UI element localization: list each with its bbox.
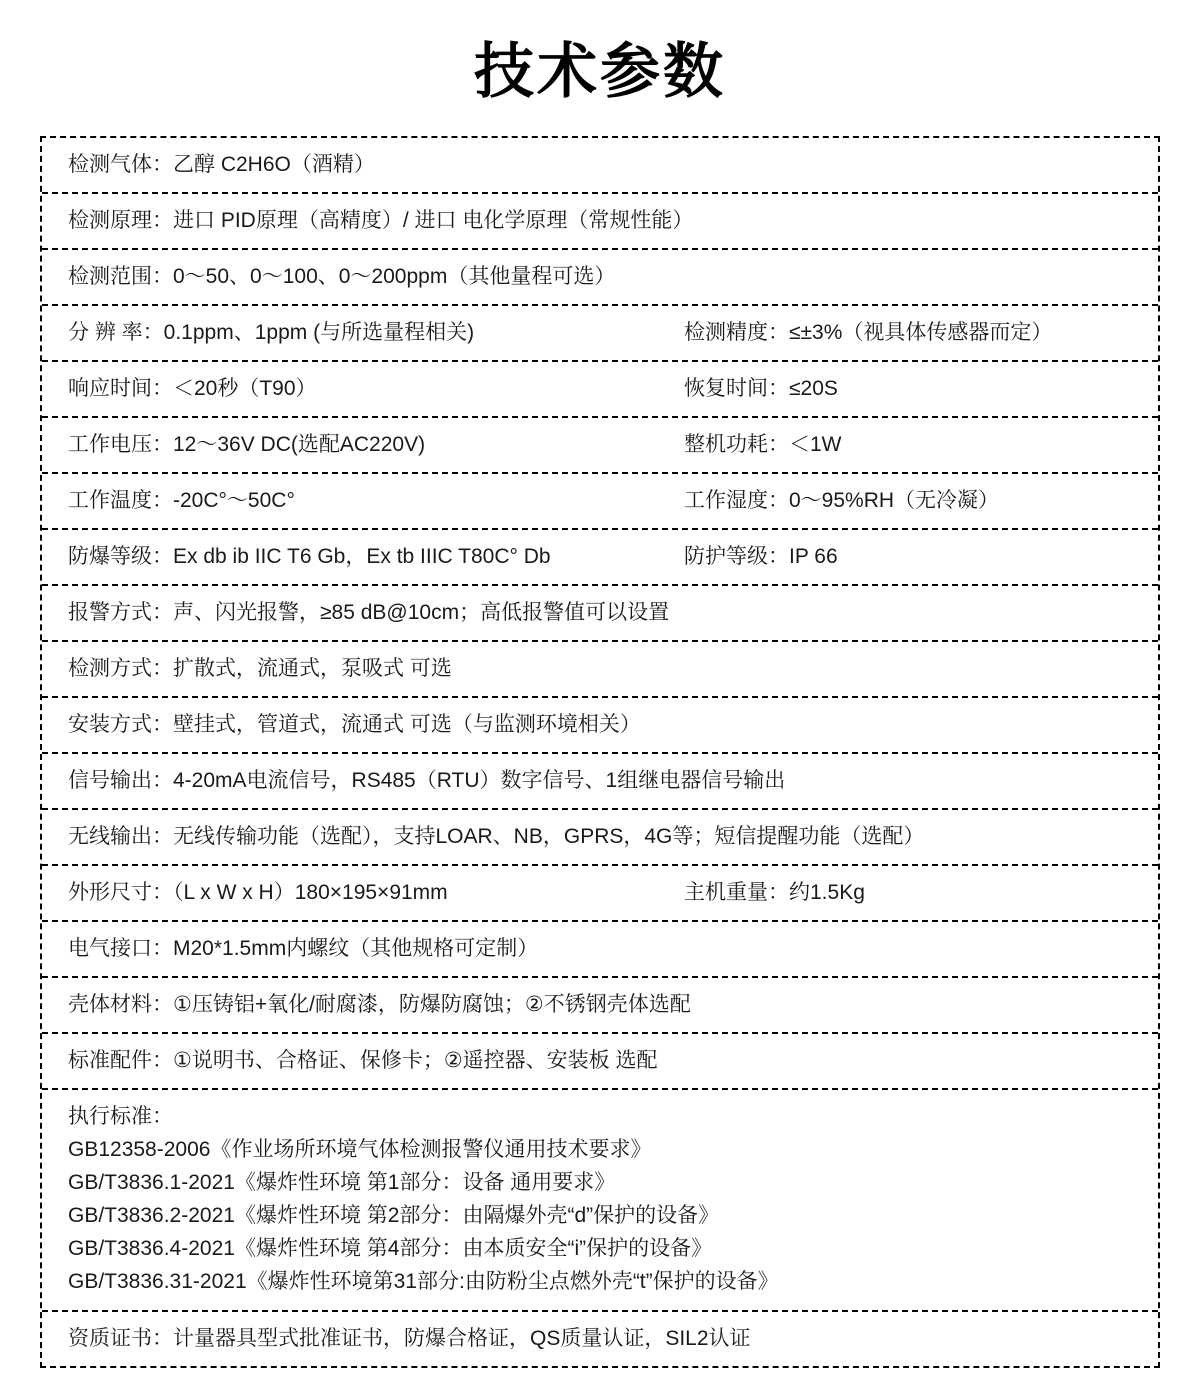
row-standards	[42, 1090, 1158, 1312]
row-accessories	[42, 1034, 1158, 1090]
row-temperature-humidity	[42, 474, 1158, 530]
spec-cell: 检测精度：≤±3%（视具体传感器而定）	[684, 321, 1053, 344]
row-response-recovery	[42, 362, 1158, 418]
spec-cell: 工作温度：-20C°～50C°	[68, 489, 295, 512]
spec-table	[40, 136, 1160, 1368]
spec-cell: 外形尺寸：（L x W x H）180×195×91mm	[68, 881, 448, 904]
row-certificates	[42, 1312, 1158, 1366]
spec-cell: 检测气体：乙醇 C2H6O（酒精）	[68, 153, 375, 176]
spec-cell: 壳体材料：①压铸铝+氧化/耐腐漆，防爆防腐蚀；②不锈钢壳体选配	[68, 993, 691, 1016]
spec-cell: 整机功耗：＜1W	[684, 433, 842, 456]
standards-heading: 执行标准：	[68, 1105, 173, 1128]
spec-cell: 工作电压：12～36V DC(选配AC220V)	[68, 433, 426, 456]
row-housing-material	[42, 978, 1158, 1034]
row-range	[42, 250, 1158, 306]
spec-cell: 电气接口：M20*1.5mm内螺纹（其他规格可定制）	[68, 937, 539, 960]
standards-line: GB/T3836.2-2021《爆炸性环境 第2部分：由隔爆外壳“d”保护的设备》	[68, 1204, 720, 1227]
row-principle	[42, 194, 1158, 250]
spec-cell: 报警方式：声、闪光报警，≥85 dB@10cm；高低报警值可以设置	[68, 601, 670, 624]
row-explosion-protection	[42, 530, 1158, 586]
spec-cell: 分 辨 率：0.1ppm、1ppm (与所选量程相关)	[68, 321, 475, 344]
standards-line: GB/T3836.1-2021《爆炸性环境 第1部分：设备 通用要求》	[68, 1171, 616, 1194]
spec-cell: 安装方式：壁挂式，管道式，流通式 可选（与监测环境相关）	[68, 713, 641, 736]
spec-cell: 恢复时间：≤20S	[684, 377, 838, 400]
row-wireless-output	[42, 810, 1158, 866]
page-title: 技术参数	[474, 38, 726, 105]
spec-cell: 检测原理：进口 PID原理（高精度）/ 进口 电化学原理（常规性能）	[68, 209, 694, 232]
standards-line: GB12358-2006《作业场所环境气体检测报警仪通用技术要求》	[68, 1138, 652, 1161]
row-resolution-accuracy	[42, 306, 1158, 362]
spec-cell: 防护等级：IP 66	[684, 545, 838, 568]
standards-line: GB/T3836.4-2021《爆炸性环境 第4部分：由本质安全“i”保护的设备》	[68, 1237, 713, 1260]
spec-cell: 响应时间：＜20秒（T90）	[68, 377, 317, 400]
row-installation	[42, 698, 1158, 754]
row-voltage-power	[42, 418, 1158, 474]
spec-cell: 信号输出：4-20mA电流信号，RS485（RTU）数字信号、1组继电器信号输出	[68, 769, 786, 792]
row-signal-output	[42, 754, 1158, 810]
spec-cell: 标准配件：①说明书、合格证、保修卡；②遥控器、安装板 选配	[68, 1049, 658, 1072]
spec-cell: 主机重量：约1.5Kg	[684, 881, 865, 904]
spec-cell: 工作湿度：0～95%RH（无冷凝）	[684, 489, 1000, 512]
spec-cell: 资质证书：计量器具型式批准证书，防爆合格证，QS质量认证，SIL2认证	[68, 1327, 751, 1350]
standards-line: GB/T3836.31-2021《爆炸性环境第31部分:由防粉尘点燃外壳“t”保护的设备》	[68, 1270, 779, 1293]
spec-cell: 检测范围：0～50、0～100、0～200ppm（其他量程可选）	[68, 265, 616, 288]
row-alarm	[42, 586, 1158, 642]
row-electrical-interface	[42, 922, 1158, 978]
row-dimensions-weight	[42, 866, 1158, 922]
spec-cell: 检测方式：扩散式，流通式，泵吸式 可选	[68, 657, 452, 680]
row-gas	[42, 138, 1158, 194]
row-detection-mode	[42, 642, 1158, 698]
spec-cell: 防爆等级：Ex db ib IIC T6 Gb，Ex tb IIIC T80C° Db	[68, 545, 551, 568]
spec-cell: 无线输出：无线传输功能（选配），支持LOAR、NB，GPRS，4G等；短信提醒功能（选配）	[68, 825, 925, 848]
